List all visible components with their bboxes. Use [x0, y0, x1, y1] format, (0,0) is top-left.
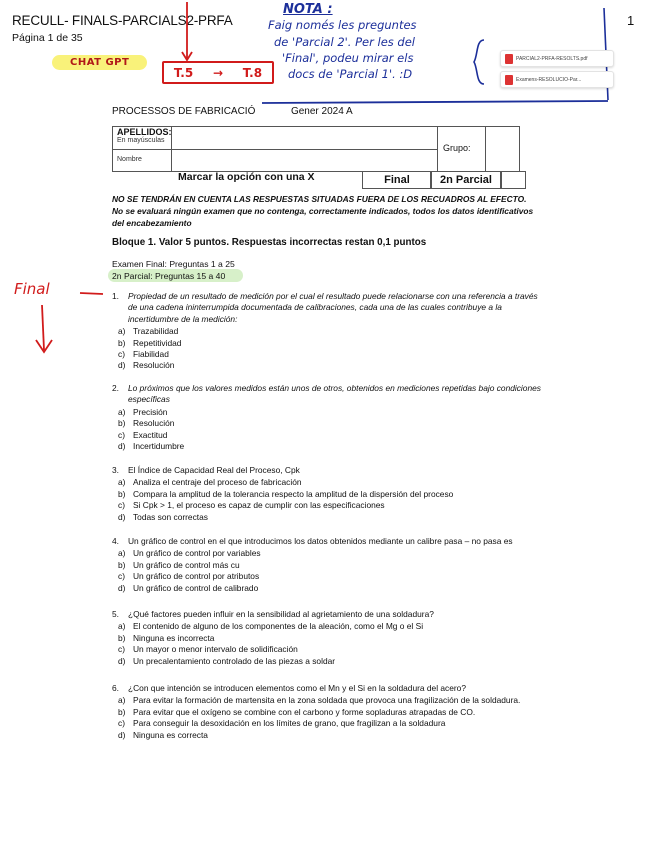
document-title: RECULL- FINALS-PARCIALS2-PRFA: [12, 13, 233, 28]
option-a[interactable]: [118, 407, 542, 418]
nombre-field[interactable]: [172, 150, 438, 171]
option-text: Repetitividad: [133, 337, 182, 348]
option-a[interactable]: [118, 548, 542, 559]
option-a[interactable]: [118, 326, 542, 337]
option-a[interactable]: [118, 477, 542, 488]
block-heading: Bloque 1. Valor 5 puntos. Respuestas incorrectas restan 0,1 puntos: [112, 237, 427, 248]
option-letter: c): [118, 718, 125, 729]
note-line-2: de 'Parcial 2'. Per les del: [274, 35, 415, 49]
question-number: 6.: [112, 683, 119, 693]
apellidos-label: APELLIDOS:: [117, 127, 172, 137]
question-stem: Un gráfico de control en el que introducimos los datos obtenidos mediante un calibre pasa – no pasa es: [128, 536, 513, 546]
note-title: NOTA :: [283, 2, 333, 17]
option-letter: c): [118, 500, 125, 511]
option-b[interactable]: [118, 418, 542, 429]
option-d[interactable]: [118, 441, 542, 452]
question-number: 5.: [112, 609, 119, 619]
page-number: 1: [627, 13, 635, 28]
option-d[interactable]: [118, 512, 542, 523]
note-line-3: 'Final', podeu mirar els: [282, 51, 414, 65]
option-letter: b): [118, 559, 126, 570]
option-text: Un precalentamiento controlado de las piezas a soldar: [133, 655, 336, 666]
attached-file-1[interactable]: [500, 50, 614, 67]
option-letter: a): [118, 477, 126, 488]
topic-start: T.5: [173, 65, 194, 80]
question-stem: El Índice de Capacidad Real del Proceso, Cpk: [128, 465, 300, 475]
pdf-file-icon: [505, 75, 513, 85]
option-text: Un gráfico de control por variables: [133, 548, 261, 559]
option-letter: b): [118, 337, 126, 348]
grupo-label: Grupo:: [443, 143, 471, 153]
red-pen-down-arrow-shaft: [42, 305, 44, 350]
option-text: Todas son correctas: [133, 511, 208, 522]
note-line-1: Faig només les preguntes: [268, 18, 417, 32]
option-letter: d): [118, 441, 126, 452]
option-c[interactable]: [118, 571, 542, 582]
question-stem: ¿Qué factores pueden influir en la sensibilidad al agrietamiento de una soldadura?: [128, 609, 434, 619]
apellidos-field[interactable]: [172, 127, 438, 150]
option-text: Para evitar la formación de martensita en la zona soldada que provoca una fragilización de la soldadura.: [133, 695, 521, 706]
option-text: Analiza el centraje del proceso de fabricación: [133, 477, 302, 488]
option-text: Precisión: [133, 406, 168, 417]
option-letter: b): [118, 418, 126, 429]
apellidos-sublabel: En mayúsculas: [117, 137, 165, 144]
option-letter: d): [118, 360, 126, 371]
option-letter: c): [118, 571, 125, 582]
red-pen-dash: [80, 293, 103, 294]
option-text: Un gráfico de control de calibrado: [133, 582, 259, 593]
question-3: [112, 465, 542, 523]
option-letter: d): [118, 655, 126, 666]
option-b[interactable]: [118, 338, 542, 349]
option-text: Un mayor o menor intervalo de solidificación: [133, 644, 298, 655]
option-b[interactable]: [118, 707, 542, 718]
option-text: Un gráfico de control más cu: [133, 559, 240, 570]
option-text: Fiabilidad: [133, 349, 169, 360]
warning-line-2: No se evaluará ningún examen que no contenga, correctamente indicados, todos los datos identificativos: [112, 206, 534, 216]
option-letter: a): [118, 406, 126, 417]
option-text: Exactitud: [133, 429, 168, 440]
option-letter: a): [118, 621, 126, 632]
topic-end: T.8: [242, 65, 263, 80]
option-text: Ninguna es correcta: [133, 729, 208, 740]
question-stem: ¿Con que intención se introducen elementos como el Mn y el Si en la soldadura del acero?: [128, 683, 466, 693]
option-text: Ninguna es incorrecta: [133, 632, 215, 643]
option-text: Compara la amplitud de la tolerancia respecto la amplitud de la dispersión del proceso: [133, 488, 454, 499]
note-line-4: docs de 'Parcial 1'. :D: [288, 67, 413, 81]
question-6: [112, 683, 542, 741]
attached-file-2-name: Examens-RESOLUCIO-Par...: [516, 76, 582, 83]
attached-file-1-name: PARCIAL2-PRFA-RESOLTS.pdf: [516, 55, 588, 62]
arrow-right-icon: →: [212, 65, 224, 80]
option-a[interactable]: [118, 621, 542, 632]
exam-session: Gener 2024 A: [290, 106, 353, 117]
option-letter: b): [118, 706, 126, 717]
nombre-cell: [113, 150, 172, 171]
option-d[interactable]: [118, 730, 542, 741]
option-letter: c): [118, 349, 125, 360]
blue-pen-underline: [262, 101, 608, 103]
parcial-checkbox[interactable]: 2n Parcial: [430, 171, 502, 189]
topic-range-box: [162, 61, 274, 84]
question-number: 3.: [112, 465, 119, 475]
final-checkbox[interactable]: Final: [362, 171, 432, 189]
option-text: Resolución: [133, 360, 175, 371]
exam-parcial-range: 2n Parcial: Preguntas 15 a 40: [112, 271, 226, 281]
blue-pen-brace: [474, 40, 484, 84]
option-letter: b): [118, 632, 126, 643]
warning-line-3: del encabezamiento: [112, 218, 192, 228]
exam-header-line: [112, 106, 353, 117]
question-stem: Lo próximos que los valores medidos están unos de otros, obtenidos en mediciones repetidas bajo condiciones específicas: [128, 383, 541, 405]
option-d[interactable]: [118, 360, 542, 371]
question-5: [112, 609, 542, 667]
option-a[interactable]: [118, 695, 542, 706]
option-c[interactable]: [118, 644, 542, 655]
option-text: Para evitar que el oxígeno se combine con el carbono y forme sopladuras atrapadas de CO.: [133, 706, 476, 717]
option-letter: c): [118, 429, 125, 440]
option-text: Incertidumbre: [133, 441, 185, 452]
question-4: [112, 536, 542, 594]
mark-box[interactable]: [500, 171, 526, 189]
question-1: [112, 291, 542, 372]
option-letter: a): [118, 695, 126, 706]
pdf-file-icon: [505, 54, 513, 64]
option-d[interactable]: [118, 583, 542, 594]
option-letter: d): [118, 582, 126, 593]
warning-line-1: NO SE TENDRÁN EN CUENTA LAS RESPUESTAS SITUADAS FUERA DE LOS RECUADROS AL EFECTO.: [112, 194, 527, 204]
option-letter: d): [118, 729, 126, 740]
option-c[interactable]: [118, 500, 542, 511]
nombre-label: Nombre: [117, 156, 142, 163]
chat-gpt-highlight: CHAT GPT: [52, 55, 147, 70]
question-number: 4.: [112, 536, 119, 546]
option-c[interactable]: [118, 718, 542, 729]
exam-final-range: Examen Final: Preguntas 1 a 25: [112, 259, 235, 269]
grupo-field[interactable]: [485, 127, 519, 171]
option-c[interactable]: [118, 349, 542, 360]
option-b[interactable]: [118, 489, 542, 500]
option-letter: d): [118, 511, 126, 522]
option-text: Si Cpk > 1, el proceso es capaz de cumplir con las especificaciones: [133, 500, 385, 511]
option-text: Un gráfico de control por atributos: [133, 571, 260, 582]
final-annotation: Final: [14, 280, 50, 298]
option-b[interactable]: [118, 633, 542, 644]
question-stem: Propiedad de un resultado de medición por el cual el resultado puede relacionarse con una referencia a través de una cadena ininterrumpida documentada de calibraciones, cada una de las cuales contribuye a la incertidumbre de la medición:: [128, 291, 538, 324]
mark-instruction: Marcar la opción con una X: [178, 171, 315, 183]
course-name: PROCESSOS DE FABRICACIÓ: [112, 106, 256, 117]
option-letter: a): [118, 548, 126, 559]
option-text: Para conseguir la desoxidación en los límites de grano, que fragilizan a la soldadura: [133, 718, 446, 729]
option-text: Trazabilidad: [133, 326, 179, 337]
option-c[interactable]: [118, 430, 542, 441]
option-letter: c): [118, 644, 125, 655]
option-b[interactable]: [118, 560, 542, 571]
option-text: Resolución: [133, 418, 175, 429]
question-2: [112, 383, 542, 452]
identification-table: [112, 126, 520, 172]
option-d[interactable]: [118, 656, 542, 667]
option-letter: b): [118, 488, 126, 499]
question-number: 2.: [112, 383, 119, 393]
apellidos-cell: [113, 127, 172, 150]
option-letter: a): [118, 326, 126, 337]
page-count: Página 1 de 35: [12, 32, 83, 44]
question-number: 1.: [112, 291, 119, 301]
attached-file-2[interactable]: [500, 71, 614, 88]
option-text: El contenido de alguno de los componentes de la aleación, como el Mg o el Si: [133, 621, 424, 632]
